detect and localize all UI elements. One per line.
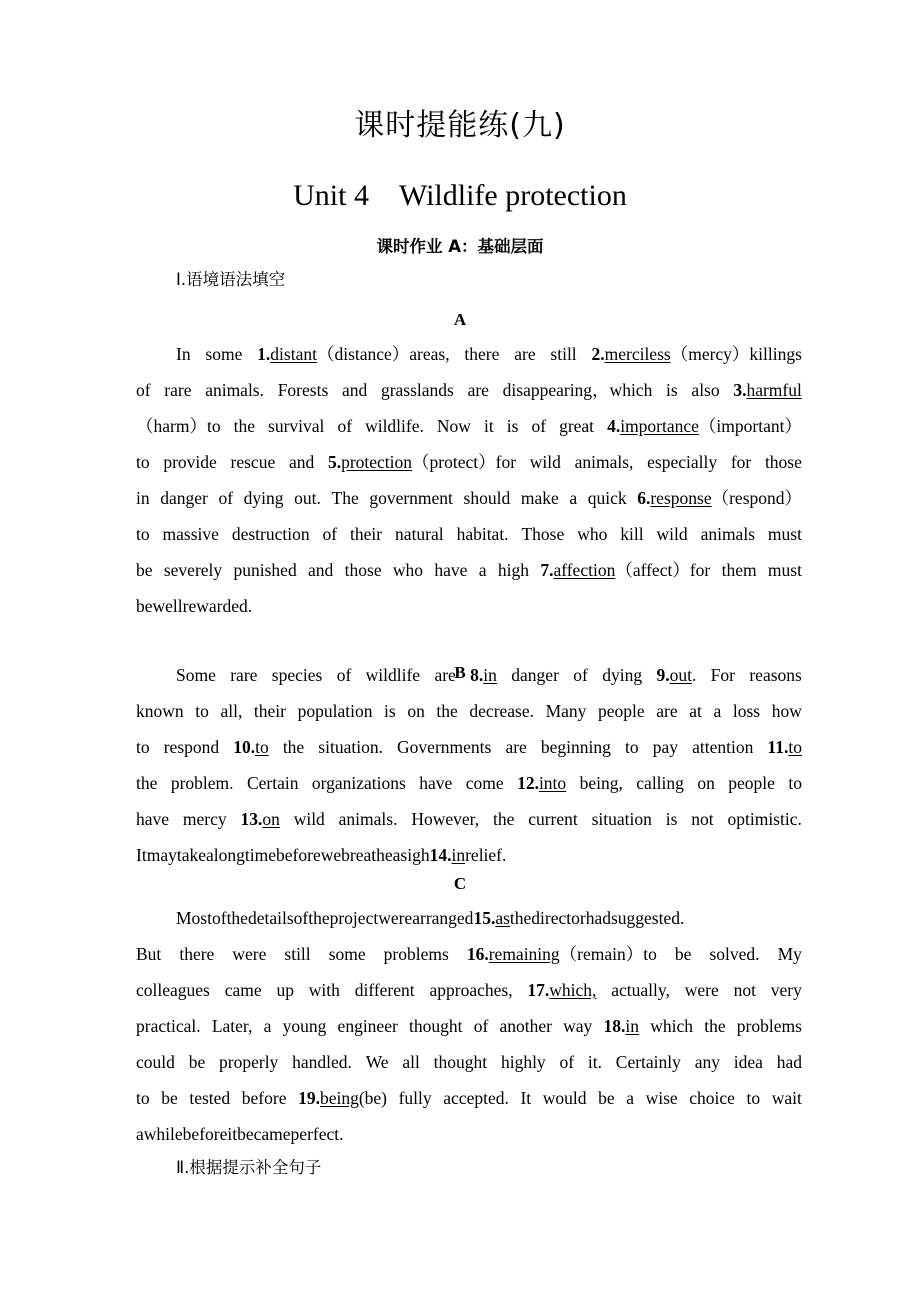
passage-line: known to all, their population is on the decrease. Many people are at a loss how [136,701,802,721]
passage-line: of rare animals. Forests and grasslands are disappearing，which is also 3.harmful [136,380,802,400]
passage-line: could be properly handled. We all thought highly of it. Certainly any idea had [136,1052,802,1072]
passage-b [136,657,802,873]
section-heading-grammar-fill: Ⅰ.语境语法填空 [176,270,286,289]
part-label-b: B [454,663,466,682]
passage-line: to respond 10.to the situation. Governments are beginning to pay attention 11.to [136,737,802,757]
passage-line: Most of the details of the project were arranged 15.as the director had suggested. [176,908,685,928]
passage-line: colleagues came up with different approaches, 17.which, actually, were not very [136,980,802,1000]
passage-line: in danger of dying out. The government should make a quick 6.response（respond） [136,488,802,508]
page-title: 课时提能练(九) [354,108,566,143]
passage-line: to be tested before 19.being(be) fully accepted. It would be a wise choice to wait [136,1088,802,1108]
passage-c [136,900,802,1152]
unit-title: Unit 4 Wildlife protection [293,179,627,212]
passage-line: to provide rescue and 5.protection（protect）for wild animals, especially for those [136,452,802,472]
passage-line: to massive destruction of their natural habitat. Those who kill wild animals must [136,524,802,544]
passage-line: But there were still some problems 16.remaining（remain）to be solved. My [136,944,802,964]
passage-line: a while before it became perfect. [136,1124,344,1144]
passage-line: have mercy 13.on wild animals. However, the current situation is not optimistic. [136,809,802,829]
passage-line: Some rare species of wildlife are 8.in danger of dying 9.out. For reasons [176,665,802,685]
part-label-a: A [453,310,467,329]
assignment-subtitle: 课时作业 A：基础层面 [376,237,544,256]
passage-line: be severely punished and those who have a high 7.affection（affect）for them must [136,560,802,580]
passage-line: be well rewarded. [136,596,253,616]
passage-line: the problem. Certain organizations have come 12.into being, calling on people to [136,773,802,793]
passage-line: （harm）to the survival of wildlife. Now it is of great 4.importance（important） [136,416,802,436]
part-label-c: C [453,874,467,893]
passage-a [136,336,802,624]
passage-line: practical. Later, a young engineer thought of another way 18.in which the problems [136,1016,802,1036]
passage-line: It may take a long time before we breathe a sigh 14.in relief. [136,845,507,865]
section-heading-complete-sentences: Ⅱ.根据提示补全句子 [176,1158,322,1177]
passage-line: In some 1.distant（distance）areas, there are still 2.merciless（mercy）killings [176,344,802,364]
